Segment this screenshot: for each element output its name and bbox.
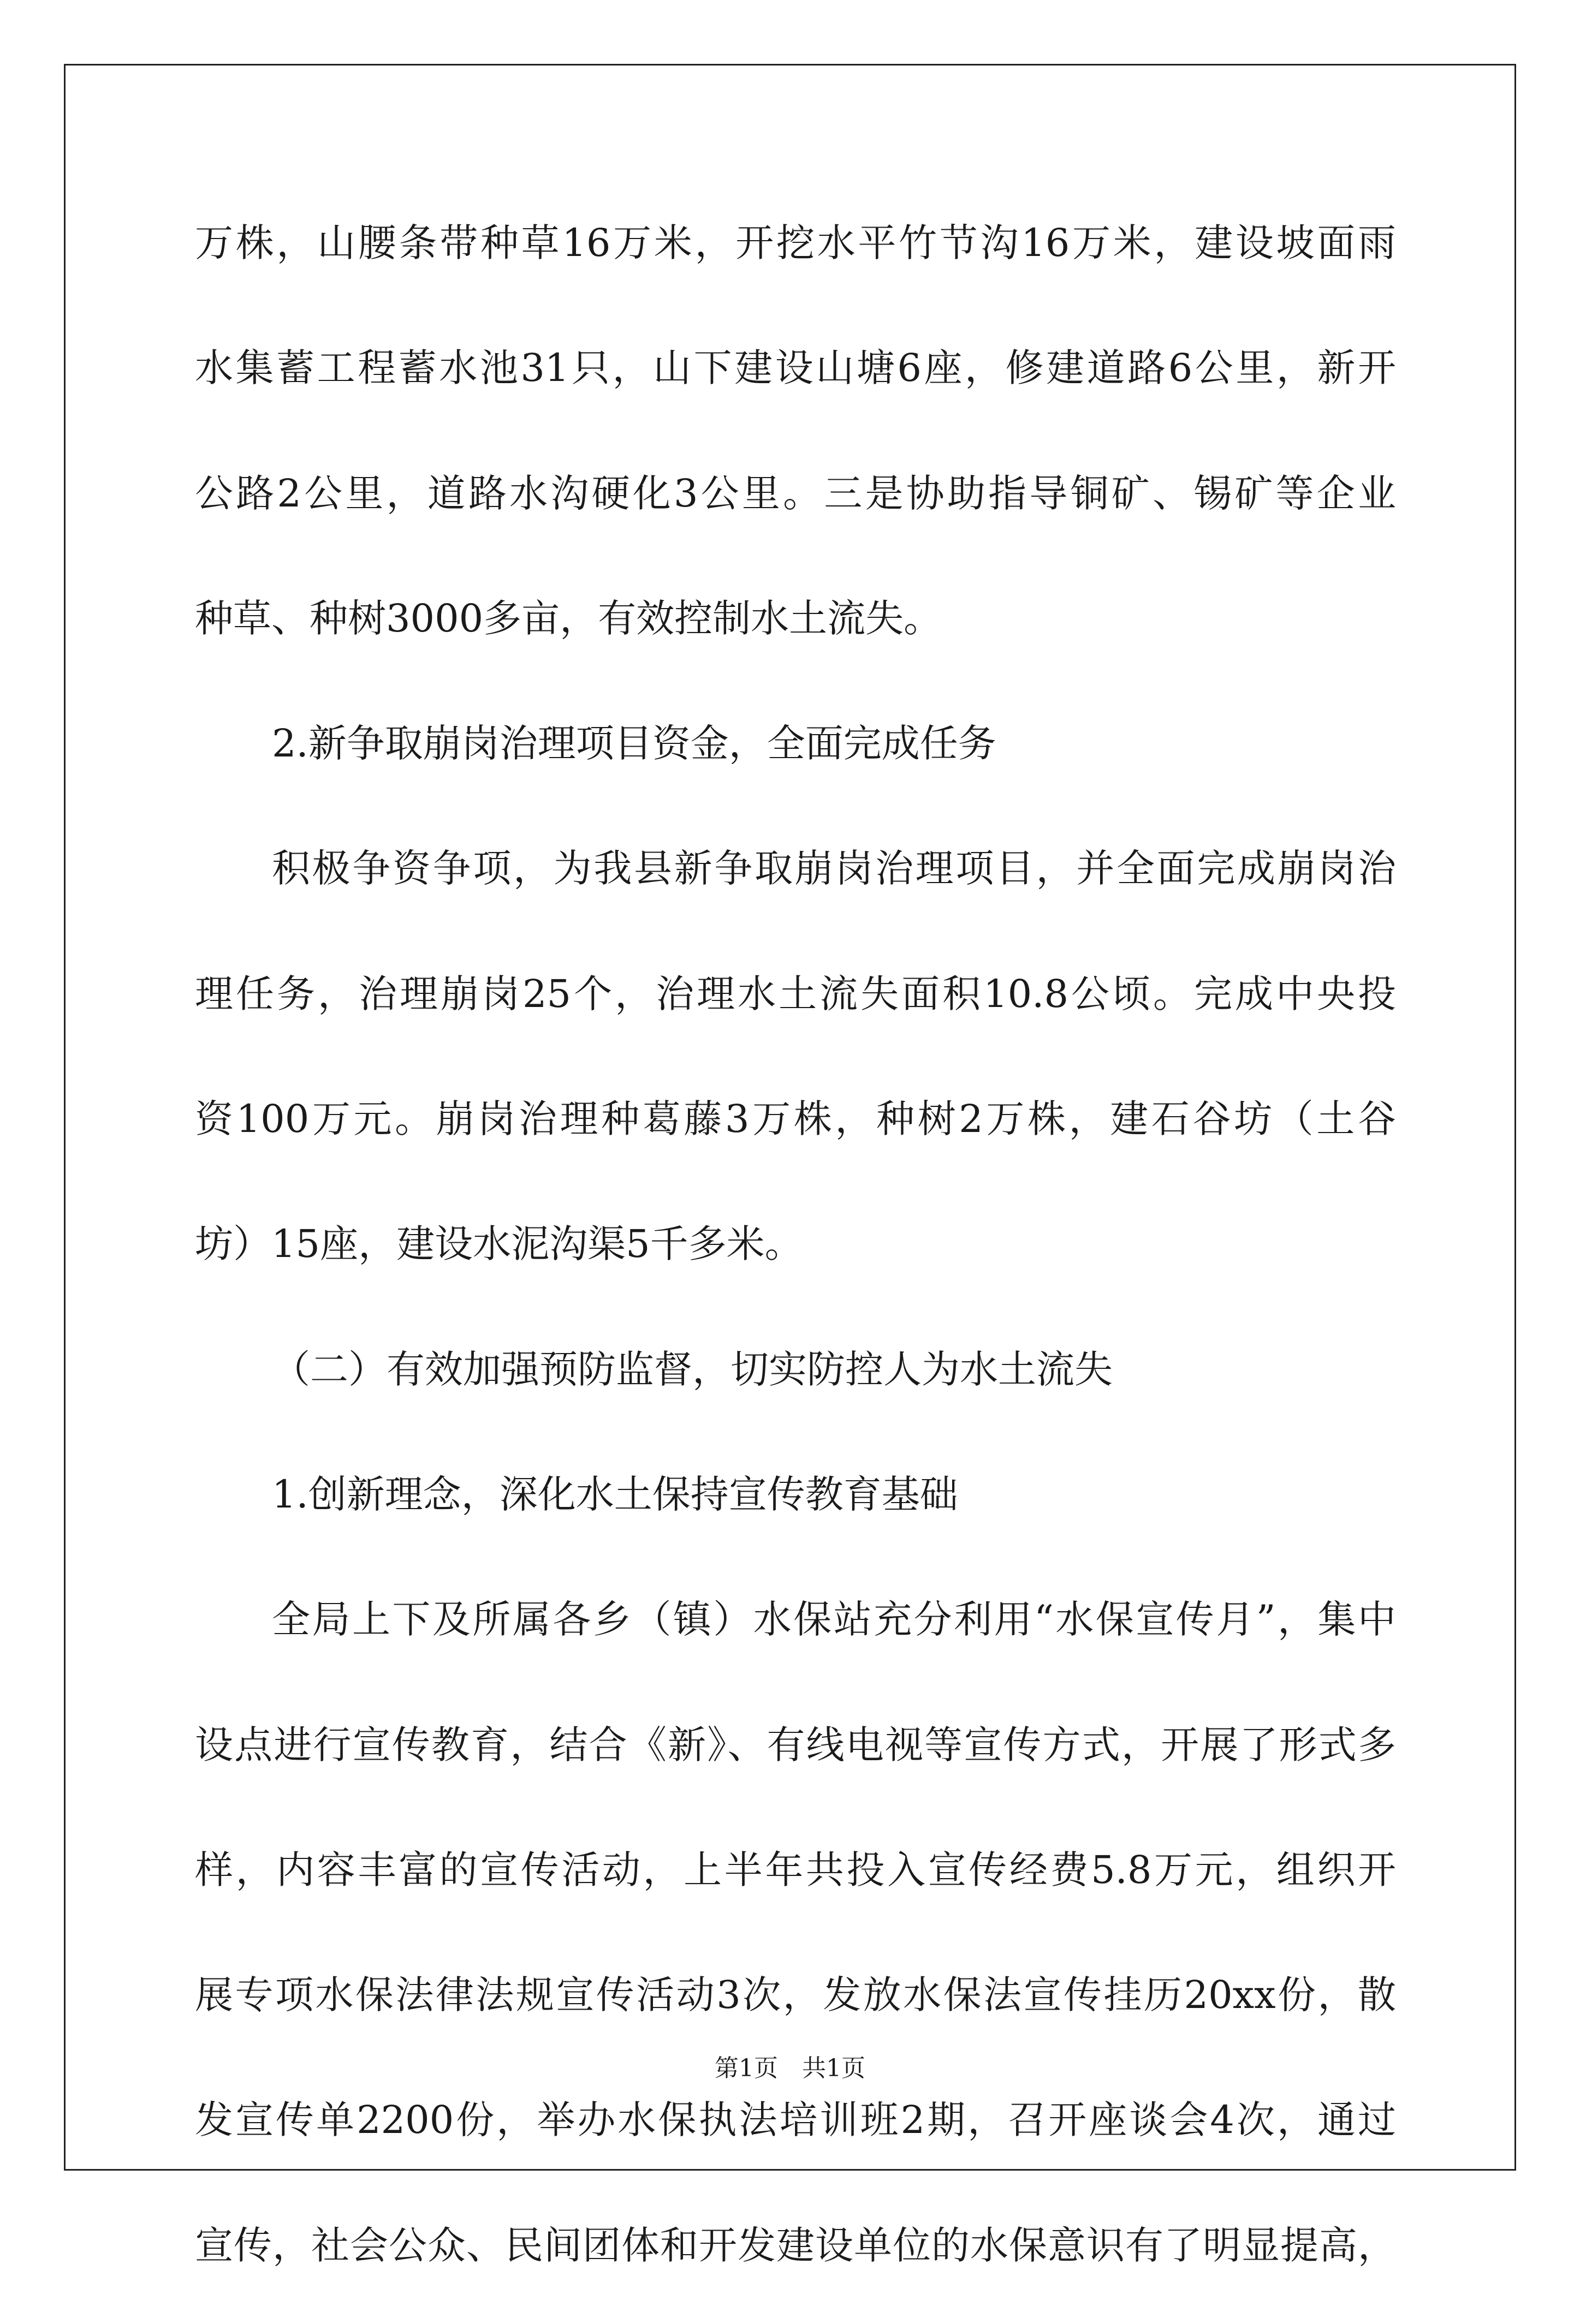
text-line: 坊）15座，建设水泥沟渠5千多米。: [195, 1221, 803, 1267]
text-line: 发宣传单2200份，举办水保执法培训班2期，召开座谈会4次，通过: [195, 2097, 1396, 2143]
section-heading: 1.创新理念，深化水土保持宣传教育基础: [272, 1471, 958, 1517]
text-line: 理任务，治理崩岗25个，治理水土流失面积10.8公顷。完成中央投: [195, 971, 1396, 1016]
text-line: 全局上下及所属各乡（镇）水保站充分利用“水保宣传月”，集中: [272, 1597, 1396, 1642]
text-line: 万株，山腰条带种草16万米，开挖水平竹节沟16万米，建设坡面雨: [195, 221, 1396, 265]
section-heading: 2.新争取崩岗治理项目资金，全面完成任务: [272, 721, 996, 766]
text-line: 设点进行宣传教育，结合《新》、有线电视等宣传方式，开展了形式多: [195, 1722, 1396, 1767]
text-line: 水集蓄工程蓄水池31只，山下建设山塘6座，修建道路6公里，新开: [195, 345, 1396, 391]
page-footer: 第1页 共1页: [715, 2054, 865, 2082]
section-heading: （二）有效加强预防监督，切实防控人为水土流失: [272, 1346, 1113, 1392]
text-line: 资100万元。崩岗治理种葛藤3万株，种树2万株，建石谷坊（土谷: [195, 1097, 1396, 1142]
document-body: [195, 196, 1396, 2324]
text-line: 宣传，社会公众、民间团体和开发建设单位的水保意识有了明显提高，: [195, 2222, 1396, 2268]
text-line: 公路2公里，道路水沟硬化3公里。三是协助指导铜矿、锡矿等企业: [195, 470, 1396, 516]
text-line: 种草、种树3000多亩，有效控制水土流失。: [195, 595, 942, 641]
text-line: 积极争资争项，为我县新争取崩岗治理项目，并全面完成崩岗治: [272, 846, 1396, 891]
text-line: 展专项水保法律法规宣传活动3次，发放水保法宣传挂历20xx份，散: [195, 1973, 1396, 2018]
text-line: 样，内容丰富的宣传活动，上半年共投入宣传经费5.8万元，组织开: [195, 1847, 1396, 1892]
